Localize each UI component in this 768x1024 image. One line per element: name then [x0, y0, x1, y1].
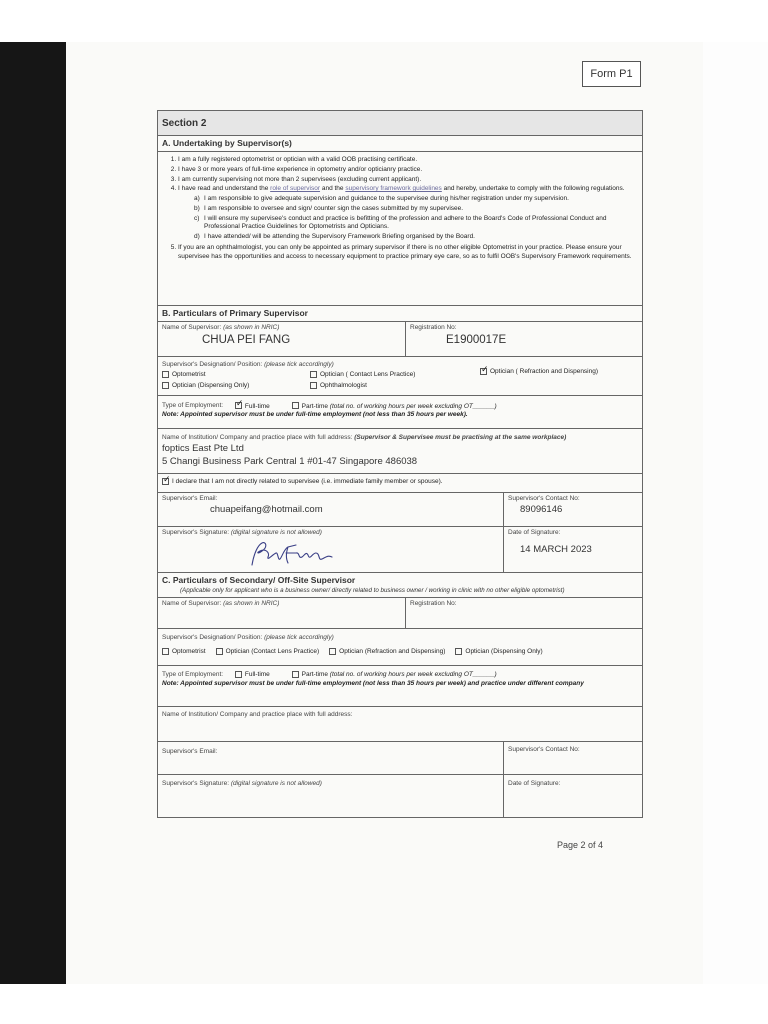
- part-c-title: [158, 573, 642, 598]
- option-optician-dispensing-only[interactable]: [455, 648, 542, 657]
- date-value: 14 MARCH 2023: [520, 544, 592, 556]
- subitem-key: a): [194, 195, 200, 203]
- undertaking-list: [158, 152, 642, 305]
- primary-email-field[interactable]: [158, 493, 503, 526]
- option-optometrist[interactable]: [162, 648, 206, 657]
- institution-name-value: foptics East Pte Ltd: [162, 443, 244, 455]
- secondary-signature-row: [158, 775, 642, 817]
- option-label: Full-time: [244, 671, 270, 679]
- option-optician-dispensing-only[interactable]: [162, 382, 249, 391]
- scan-background-top: [0, 0, 768, 42]
- option-fulltime[interactable]: [235, 671, 270, 678]
- registration-label: Registration No:: [410, 600, 457, 608]
- institution-hint: (Supervisor & Supervisee must be practising at the same workplace): [354, 434, 567, 442]
- option-label: Ophthalmologist: [320, 382, 367, 390]
- subitem-key: b): [194, 204, 200, 212]
- secondary-contact-field[interactable]: [503, 742, 642, 774]
- name-hint: (as shown in NRIC): [223, 324, 280, 332]
- option-optician-refraction-dispensing[interactable]: [480, 368, 598, 377]
- signature-hint: (digital signature is not allowed): [230, 780, 322, 788]
- role-of-supervisor-link[interactable]: role of supervisor: [270, 185, 321, 193]
- primary-email-row: [158, 493, 642, 527]
- secondary-date-field[interactable]: [503, 775, 642, 817]
- undertaking-item-3: 3. I am currently supervising not more than 2 supervisees (excluding current applicant).: [178, 176, 638, 185]
- supervisory-framework-link[interactable]: supervisory framework guidelines: [345, 185, 442, 193]
- secondary-registration-field[interactable]: [405, 598, 642, 628]
- date-label: Date of Signature:: [508, 529, 561, 537]
- option-label: Optometrist: [172, 371, 206, 379]
- secondary-designation-field: [158, 629, 642, 665]
- employment-label: Type of Employment:: [162, 671, 224, 679]
- designation-hint: (please tick accordingly): [264, 361, 334, 369]
- signature-label: Supervisor's Signature:: [162, 780, 229, 788]
- contact-value: 89096146: [520, 504, 563, 516]
- subitem-a: [194, 195, 638, 204]
- part-a-title: A. Undertaking by Supervisor(s): [158, 136, 642, 152]
- secondary-employment-field: [158, 666, 642, 706]
- designation-hint: (please tick accordingly): [264, 634, 334, 642]
- primary-name-row: [158, 322, 642, 357]
- option-label: Optician ( Refraction and Dispensing): [490, 368, 599, 376]
- part-b-title: B. Particulars of Primary Supervisor: [158, 306, 642, 322]
- section-2-form: [157, 110, 643, 818]
- undertaking-item-4-mid: and the: [321, 185, 344, 193]
- section-title: Section 2: [158, 111, 642, 136]
- institution-label: Name of Institution/ Company and practice place with full address:: [162, 434, 353, 442]
- institution-address-value: 5 Changi Business Park Central 1 #01-47 Singapore 486038: [162, 456, 418, 468]
- subitem-text: I will ensure my supervisee's conduct and practice is befitting of the profession and adhere to the Board's Code of Professional Conduct and Professional Practice Guidelines for Optometrists and Opticians.: [204, 214, 607, 231]
- contact-label: Supervisor's Contact No:: [508, 746, 580, 754]
- option-parttime[interactable]: [292, 403, 497, 410]
- page-number: Page 2 of 4: [557, 840, 604, 850]
- subitem-text: I have attended/ will be attending the Supervisory Framework Briefing organised by the Board.: [204, 233, 475, 241]
- signature-hint: (digital signature is not allowed): [230, 529, 322, 537]
- employment-note: Note: Appointed supervisor must be under full-time employment (not less than 35 hours per week).: [162, 411, 468, 419]
- secondary-signature-field[interactable]: [158, 775, 503, 817]
- primary-date-field[interactable]: [503, 527, 642, 572]
- registration-label: Registration No:: [410, 324, 457, 332]
- handwritten-signature: [248, 539, 338, 571]
- subitem-d: [194, 233, 638, 242]
- option-label: Part-time: [301, 402, 328, 410]
- form-code-label: Form P1: [582, 61, 641, 87]
- employment-label: Type of Employment:: [162, 402, 224, 410]
- option-optometrist[interactable]: [162, 371, 206, 380]
- undertaking-item-4: [178, 185, 638, 242]
- checkbox-icon[interactable]: [292, 402, 299, 409]
- option-optician-refraction-dispensing[interactable]: [329, 648, 445, 657]
- option-label: Optician ( Contact Lens Practice): [320, 371, 416, 379]
- option-label: Optometrist: [172, 648, 206, 656]
- option-parttime[interactable]: [292, 671, 497, 678]
- primary-registration-value: E1900017E: [446, 334, 507, 347]
- part-a-undertaking: [158, 136, 642, 306]
- primary-designation-field: [158, 357, 642, 395]
- primary-employment-row: [158, 396, 642, 429]
- checkbox-icon[interactable]: [310, 382, 317, 389]
- subitem-c: [194, 214, 638, 233]
- declaration-field[interactable]: [158, 474, 642, 492]
- part-c-secondary-supervisor: [158, 573, 642, 817]
- secondary-email-row: [158, 742, 642, 775]
- option-label: Optician (Dispensing Only): [465, 648, 543, 656]
- undertaking-item-2: 2. I have 3 or more years of full-time experience in optometry and/or opticianry practice.: [178, 166, 638, 175]
- institution-label: Name of Institution/ Company and practice place with full address:: [162, 711, 353, 719]
- checked-checkbox-icon[interactable]: [235, 402, 242, 409]
- primary-institution-row: [158, 429, 642, 474]
- option-label: Optician (Refraction and Dispensing): [339, 648, 446, 656]
- checkbox-icon[interactable]: [455, 648, 462, 655]
- declaration-text: I declare that I am not directly related to supervisee (i.e. immediate family member or spouse).: [172, 478, 443, 486]
- option-label: Optician (Dispensing Only): [172, 382, 250, 390]
- name-label: Name of Supervisor:: [162, 600, 222, 608]
- parttime-hint: (total no. of working hours per week excluding OT______): [329, 671, 497, 679]
- contact-label: Supervisor's Contact No:: [508, 495, 580, 503]
- primary-signature-field[interactable]: [158, 527, 503, 572]
- option-label: Part-time: [301, 671, 328, 679]
- option-label: Full-time: [244, 402, 270, 410]
- undertaking-item-4-text: I have read and understand the: [178, 185, 269, 193]
- checked-checkbox-icon[interactable]: [480, 368, 487, 375]
- secondary-name-row: [158, 598, 642, 629]
- checked-checkbox-icon[interactable]: [162, 478, 169, 485]
- primary-employment-field: [158, 396, 642, 428]
- email-label: Supervisor's Email:: [162, 495, 218, 503]
- signature-label: Supervisor's Signature:: [162, 529, 229, 537]
- email-label: Supervisor's Email:: [162, 748, 218, 756]
- scan-background-bottom: [0, 984, 768, 1024]
- part-b-primary-supervisor: [158, 306, 642, 573]
- primary-institution-field[interactable]: [158, 429, 642, 473]
- option-ophthalmologist[interactable]: [310, 382, 367, 391]
- subitem-text: I am responsible to oversee and sign/ counter sign the cases submitted by my supervisee.: [204, 204, 464, 212]
- undertaking-item-4-end: and hereby, undertake to comply with the following regulations.: [443, 185, 625, 193]
- checkbox-icon[interactable]: [310, 371, 317, 378]
- option-optician-contact-lens[interactable]: [310, 371, 415, 380]
- undertaking-item-5: 5. If you are an ophthalmologist, you can only be appointed as primary supervisor if there is no other eligible Optometrist in your practice. Please ensure your supervisee has the opportunities and access to necessary equipment to practice primary eye care, so as to fulfil OOB's Supervisory Framework requirements.: [178, 244, 638, 262]
- option-label: Optician (Contact Lens Practice): [225, 648, 320, 656]
- name-hint: (as shown in NRIC): [223, 600, 280, 608]
- secondary-institution-row: [158, 707, 642, 742]
- primary-designation-row: [158, 357, 642, 396]
- secondary-institution-field[interactable]: [158, 707, 642, 741]
- option-optician-contact-lens[interactable]: [216, 648, 320, 657]
- primary-registration-field[interactable]: [405, 322, 642, 356]
- option-fulltime[interactable]: [235, 403, 270, 410]
- secondary-designation-row: [158, 629, 642, 666]
- primary-signature-row: [158, 527, 642, 572]
- secondary-employment-row: [158, 666, 642, 707]
- subitem-b: [194, 204, 638, 214]
- primary-name-value: CHUA PEI FANG: [202, 334, 291, 347]
- primary-name-field[interactable]: [158, 322, 405, 356]
- checkbox-icon[interactable]: [162, 371, 169, 378]
- email-value: chuapeifang@hotmail.com: [210, 504, 323, 516]
- designation-label: Supervisor's Designation/ Position:: [162, 361, 263, 369]
- part-c-subtitle: (Applicable only for applicant who is a business owner/ directly related to business owner / working in clinic with no other eligible optometrist): [180, 586, 565, 594]
- name-label: Name of Supervisor:: [162, 324, 222, 332]
- parttime-hint: (total no. of working hours per week excluding OT______): [329, 402, 497, 410]
- part-c-title-text: C. Particulars of Secondary/ Off-Site Supervisor: [162, 575, 356, 586]
- subitem-key: d): [194, 233, 200, 241]
- undertaking-item-1: 1. I am a fully registered optometrist or optician with a valid OOB practising certificate.: [178, 156, 638, 165]
- checkbox-icon[interactable]: [162, 382, 169, 389]
- checkbox-icon[interactable]: [329, 648, 336, 655]
- checkbox-icon[interactable]: [216, 648, 223, 655]
- secondary-name-field[interactable]: [158, 598, 405, 628]
- primary-contact-field[interactable]: [503, 493, 642, 526]
- undertaking-subitems: [178, 195, 638, 242]
- subitem-text: I am responsible to give adequate supervision and guidance to the supervisee during his/her registration under my supervision.: [204, 195, 569, 203]
- designation-label: Supervisor's Designation/ Position:: [162, 634, 263, 642]
- secondary-email-field[interactable]: [158, 742, 503, 774]
- subitem-key: c): [194, 214, 200, 222]
- scan-background-left: [0, 42, 66, 984]
- checkbox-icon[interactable]: [162, 648, 169, 655]
- date-label: Date of Signature:: [508, 780, 561, 788]
- checkbox-icon[interactable]: [292, 671, 299, 678]
- primary-declaration-row: [158, 474, 642, 493]
- employment-note: Note: Appointed supervisor must be under full-time employment (not less than 35 hours per week) and practice under different company: [162, 680, 584, 688]
- checkbox-icon[interactable]: [235, 671, 242, 678]
- scan-background-right: [703, 42, 768, 984]
